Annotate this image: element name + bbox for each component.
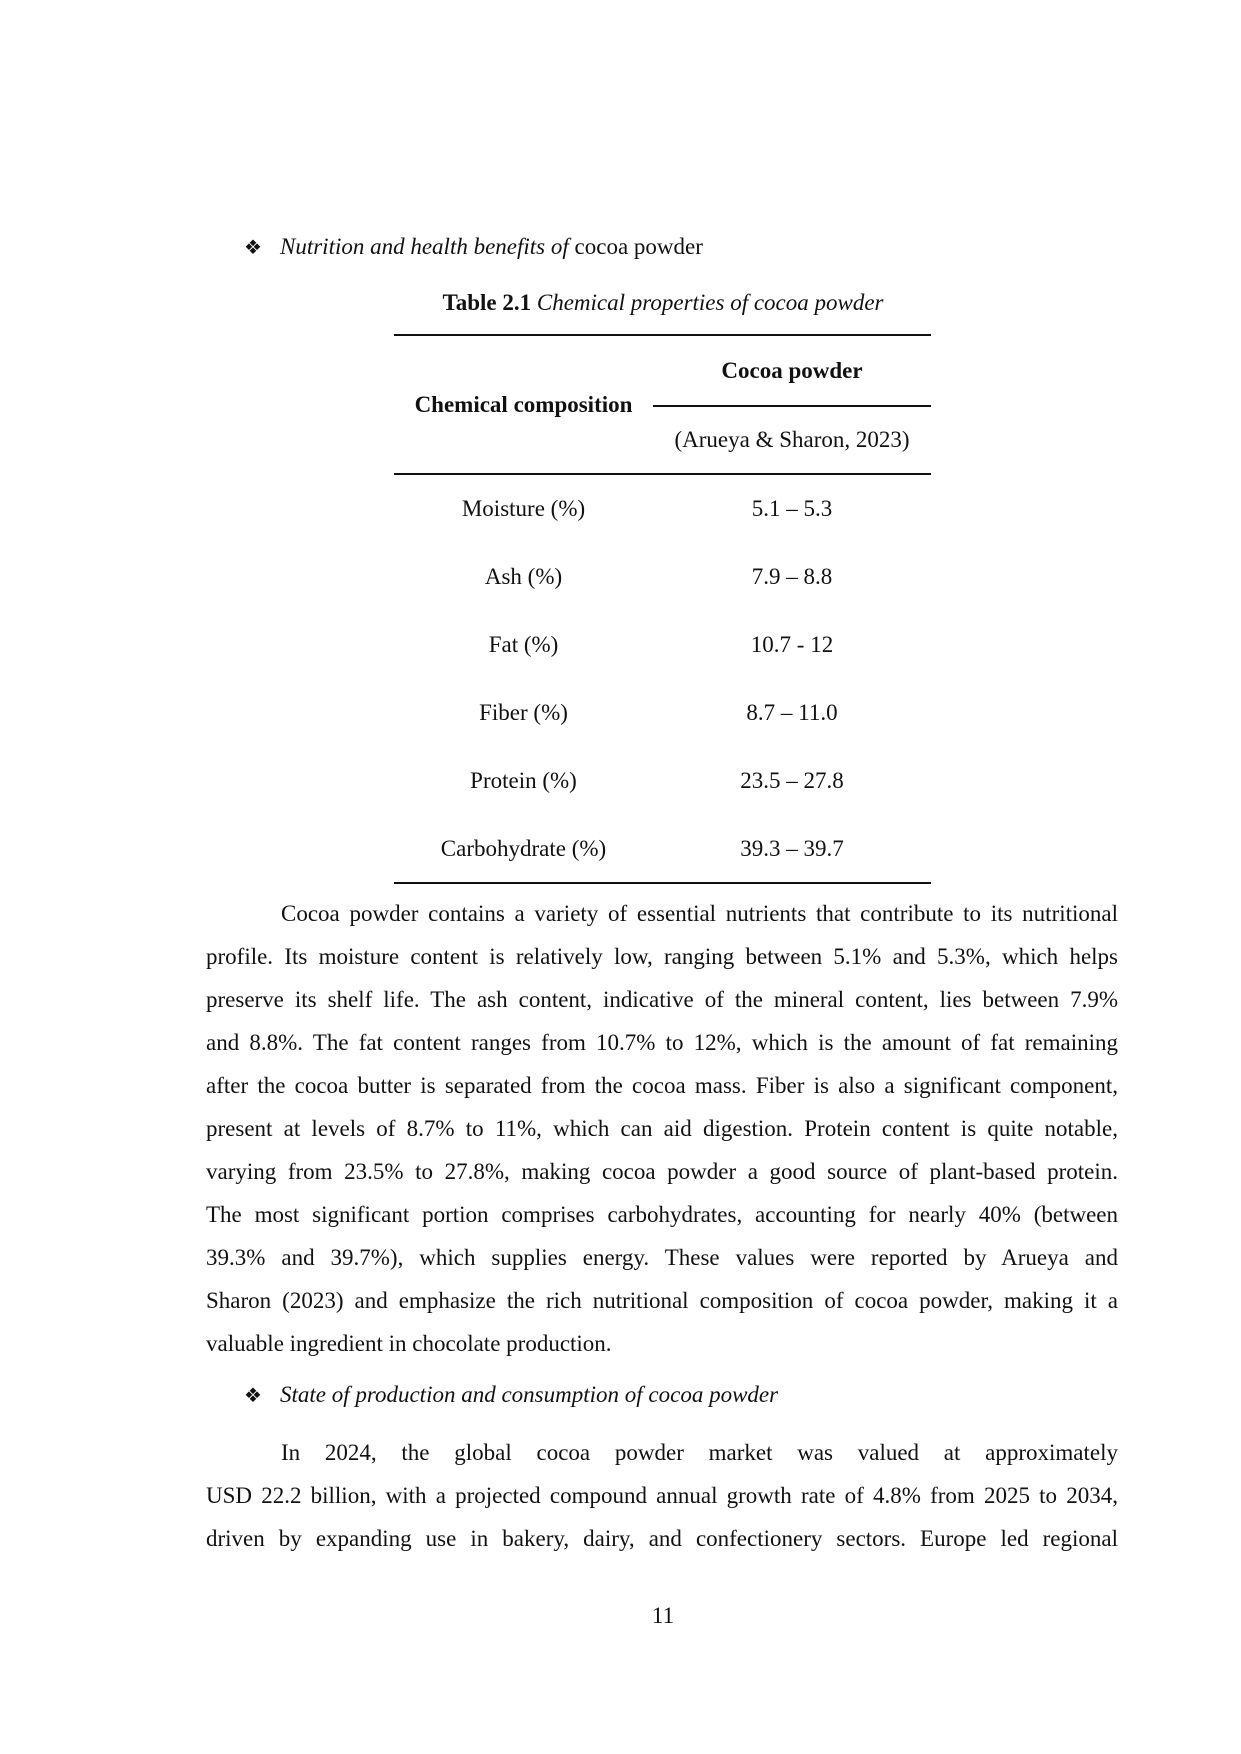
table-row-label: Ash (%)	[484, 564, 563, 589]
paragraph-line: USD 22.2 billion, with a projected compound annual growth rate of 4.8% from 2025 to 2034,	[206, 1483, 1118, 1508]
paragraph-line: valuable ingredient in chocolate production.	[206, 1331, 612, 1356]
table-top-rule	[394, 334, 931, 336]
table-row-label: Fat (%)	[488, 632, 559, 657]
table-row-label: Carbohydrate (%)	[440, 836, 607, 861]
table-caption	[0, 288, 1241, 318]
table-row-value: 7.9 – 8.8	[751, 564, 833, 589]
table-row-label: Moisture (%)	[461, 496, 586, 521]
table-row-value: 8.7 – 11.0	[746, 700, 838, 725]
diamond-bullet-icon: ❖	[244, 235, 262, 259]
page-number: 11	[651, 1603, 675, 1628]
table-row-label: Fiber (%)	[479, 700, 568, 725]
paragraph-line: profile. Its moisture content is relatively low, ranging between 5.1% and 5.3%, which helps	[206, 944, 1118, 969]
paragraph-line: after the cocoa butter is separated from the cocoa mass. Fiber is also a significant component,	[206, 1073, 1118, 1098]
table-caption-title: Chemical properties of cocoa powder	[531, 290, 884, 315]
table-row-value: 5.1 – 5.3	[751, 496, 833, 521]
section-heading-production	[244, 1380, 778, 1410]
table-row-value: 39.3 – 39.7	[740, 836, 844, 861]
body-paragraph-market	[206, 1431, 1118, 1560]
section-heading-plain: cocoa powder	[568, 234, 703, 259]
section-heading-nutrition	[244, 232, 703, 262]
paragraph-line: 39.3% and 39.7%), which supplies energy. These values were reported by Arueya and	[206, 1245, 1118, 1270]
paragraph-line: preserve its shelf life. The ash content, indicative of the mineral content, lies between 7.9%	[206, 987, 1118, 1012]
body-paragraph-nutrients	[206, 892, 1118, 1365]
table-row-value: 10.7 - 12	[750, 632, 834, 657]
section-heading-italic: Nutrition and health benefits of	[280, 234, 569, 259]
paragraph-line: present at levels of 8.7% to 11%, which can aid digestion. Protein content is quite notable,	[206, 1116, 1118, 1141]
paragraph-line: The most significant portion comprises carbohydrates, accounting for nearly 40% (between	[206, 1202, 1118, 1227]
table-row-label: Protein (%)	[470, 768, 577, 793]
table-header-rule	[394, 473, 931, 475]
paragraph-line: driven by expanding use in bakery, dairy, and confectionery sectors. Europe led regional	[206, 1526, 1118, 1551]
paragraph-line: In 2024, the global cocoa powder market was valued at approximately	[281, 1440, 1118, 1465]
paragraph-line: Cocoa powder contains a variety of essential nutrients that contribute to its nutritional	[281, 901, 1118, 926]
paragraph-line: varying from 23.5% to 27.8%, making cocoa powder a good source of plant-based protein.	[206, 1159, 1118, 1184]
table-row-value: 23.5 – 27.8	[740, 768, 844, 793]
table-bottom-rule	[394, 882, 931, 884]
table-header-cocoa-powder: Cocoa powder	[721, 358, 863, 383]
diamond-bullet-icon: ❖	[244, 1383, 262, 1407]
section-heading-italic: State of production and consumption of cocoa powder	[280, 1382, 779, 1407]
paragraph-line: and 8.8%. The fat content ranges from 10.7% to 12%, which is the amount of fat remaining	[206, 1030, 1118, 1055]
table-header-subrule	[653, 405, 931, 407]
table-header-chemical-composition: Chemical composition	[414, 392, 633, 417]
table-caption-number: Table 2.1	[442, 290, 532, 315]
paragraph-line: Sharon (2023) and emphasize the rich nutritional composition of cocoa powder, making it a	[206, 1288, 1118, 1313]
table-header-source: (Arueya & Sharon, 2023)	[674, 427, 910, 452]
